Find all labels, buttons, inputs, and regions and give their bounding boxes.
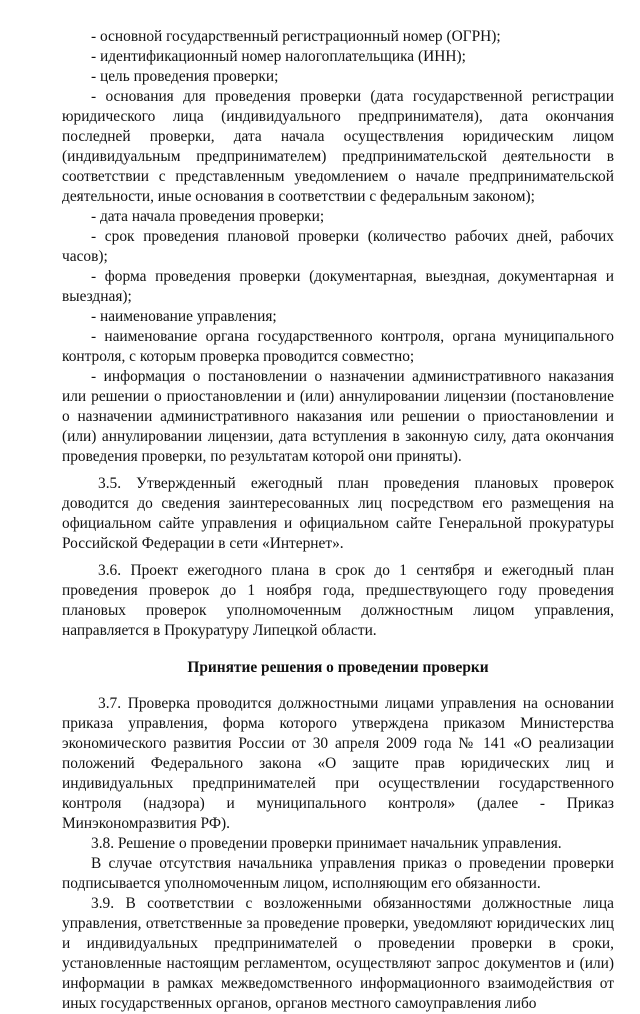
list-item-inn: - идентификационный номер налогоплательщика (ИНН); xyxy=(91,48,466,65)
document-body xyxy=(62,27,614,1014)
list-item-grounds: - основания для проведения проверки (дата государственной регистрации юридического лица (индивидуального предпринимателя), дата окончания последней проверки, дата начала осуществления юридическим лицом (индивидуальным предпринимателем) предпринимательской деятельности в соответствии с представленным уведомлением о начале предпринимательской деятельности, иные основания в соответствии с федеральным законом); xyxy=(62,88,614,205)
list-item-start-date: - дата начала проведения проверки; xyxy=(91,208,325,225)
list-item-purpose: - цель проведения проверки; xyxy=(91,68,279,85)
spacer xyxy=(62,554,614,561)
list-item-ogrn: - основной государственный регистрационный номер (ОГРН); xyxy=(91,28,501,45)
spacer xyxy=(62,467,614,474)
list-item-form: - форма проведения проверки (документарная, выездная, документарная и выездная); xyxy=(62,268,614,305)
list-item-penalty-info: - информация о постановлении о назначении административного наказания или решении о приостановлении и (или) аннулировании лицензии (постановление о назначении административного наказания или решении о приостановлении и (или) аннулировании лицензии, дата вступления в законную силу, дата окончания проведения проверки, по результатам которой они приняты). xyxy=(62,368,614,465)
paragraph-3-9: 3.9. В соответствии с возложенными обязанностями должностные лица управления, ответственные за проведение проверки, уведомляют юридических лиц и индивидуальных предпринимателей о проведении проверки в сроки, установленные настоящим регламентом, осуществляют запрос документов и (или) информации в рамках межведомственного информационного взаимодействия от иных государственных органов, органов местного самоуправления либо xyxy=(62,895,614,1012)
paragraph-absence: В случае отсутствия начальника управления приказ о проведении проверки подписывается уполномоченным лицом, исполняющим его обязанности. xyxy=(62,855,614,892)
list-item-joint-authority: - наименование органа государственного контроля, органа муниципального контроля, с которым проверка проводится совместно; xyxy=(62,328,614,365)
paragraph-3-8: 3.8. Решение о проведении проверки принимает начальник управления. xyxy=(91,835,562,852)
paragraph-3-6: 3.6. Проект ежегодного плана в срок до 1 сентября и ежегодный план проведения проверок до 1 ноября года, предшествующего году проведения плановых проверок уполномоченным должностным лицом управления, направляется в Прокуратуру Липецкой области. xyxy=(62,562,614,639)
section-heading: Принятие решения о проведении проверки xyxy=(187,659,489,676)
paragraph-3-7: 3.7. Проверка проводится должностными лицами управления на основании приказа управления, форма которого утверждена приказом Министерства экономического развития России от 30 апреля 2009 года № 141 «О реализации положений Федерального закона «О защите прав юридических лиц и индивидуальных предпринимателей при осуществлении государственного контроля (надзора) и муниципального контроля» (далее - Приказ Минэкономразвития РФ). xyxy=(62,695,614,832)
list-item-duration: - срок проведения плановой проверки (количество рабочих дней, рабочих часов); xyxy=(62,228,614,265)
paragraph-3-5: 3.5. Утвержденный ежегодный план проведения плановых проверок доводится до сведения заинтересованных лиц посредством его размещения на официальном сайте управления и официальном сайте Генеральной прокуратуры Российской Федерации в сети «Интернет». xyxy=(62,475,614,552)
list-item-department-name: - наименование управления; xyxy=(91,308,277,325)
